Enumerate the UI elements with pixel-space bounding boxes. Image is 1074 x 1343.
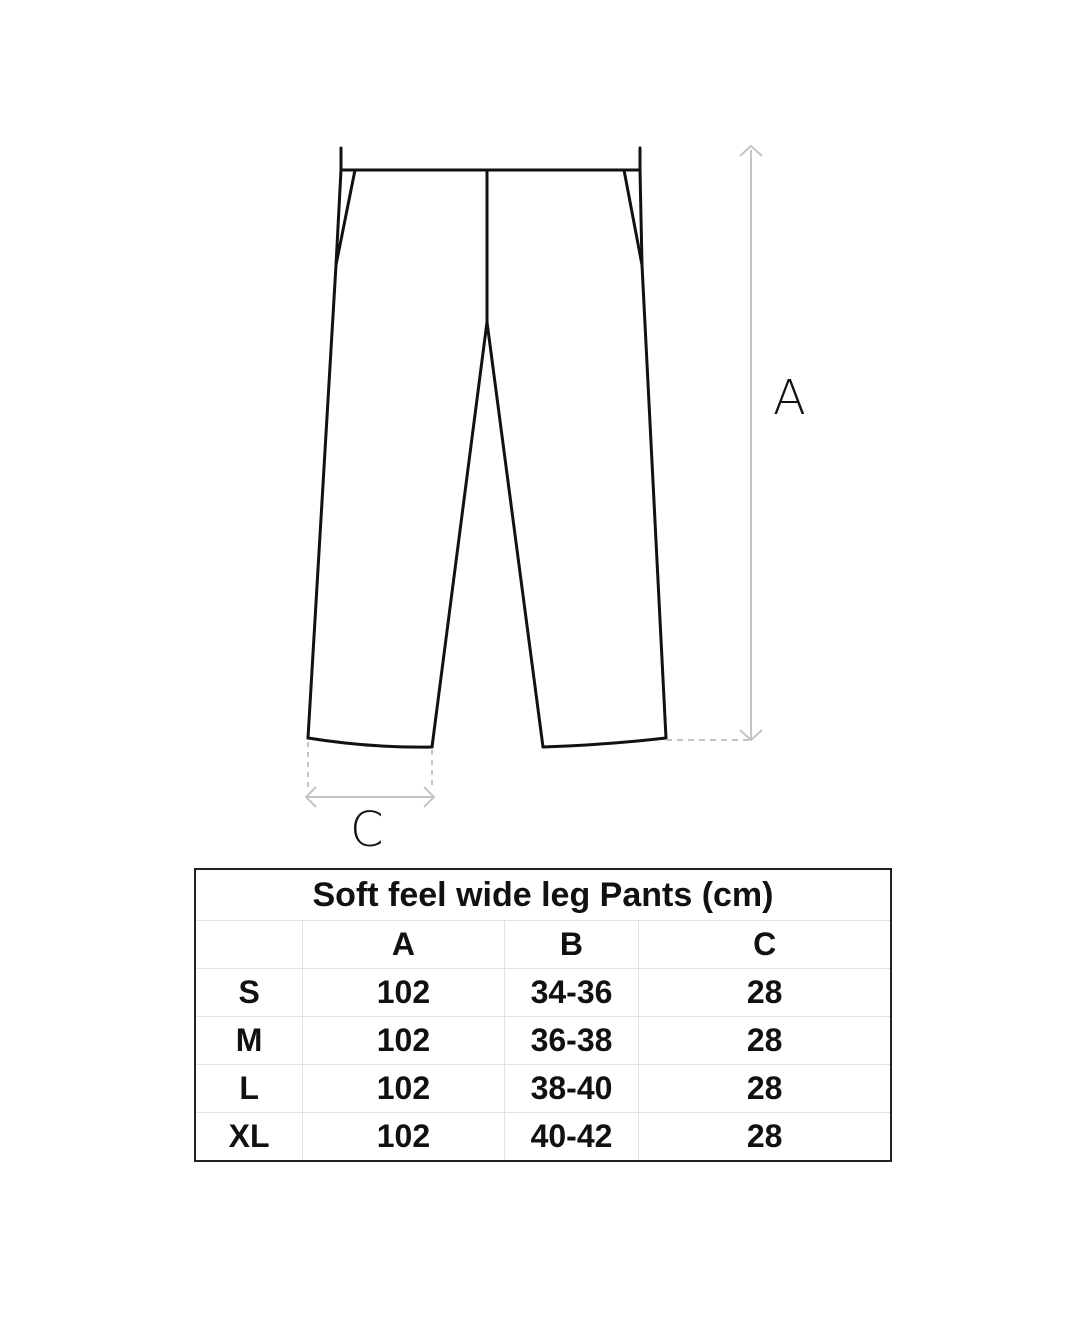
table-row	[195, 969, 891, 1017]
length-label: A	[773, 370, 806, 426]
header-cell: A	[303, 921, 504, 969]
hem-width-label: C	[350, 802, 384, 858]
size-cell: L	[195, 1065, 303, 1113]
size-chart	[194, 868, 892, 1162]
size-cell: XL	[195, 1113, 303, 1162]
table-cell: 40-42	[504, 1113, 639, 1162]
header-cell	[195, 921, 303, 969]
table-cell: 28	[639, 969, 891, 1017]
table-cell: 28	[639, 1113, 891, 1162]
size-cell: S	[195, 969, 303, 1017]
header-cell: C	[639, 921, 891, 969]
length-measure-line	[666, 146, 762, 740]
table-row	[195, 1017, 891, 1065]
table-cell: 28	[639, 1017, 891, 1065]
size-table	[194, 868, 892, 1162]
table-header-row	[195, 921, 891, 969]
table-cell: 38-40	[504, 1065, 639, 1113]
table-cell: 102	[303, 969, 504, 1017]
table-cell: 36-38	[504, 1017, 639, 1065]
table-cell: 34-36	[504, 969, 639, 1017]
table-cell: 102	[303, 1113, 504, 1162]
pants-outline	[308, 148, 666, 747]
table-row	[195, 1113, 891, 1162]
table-title: Soft feel wide leg Pants (cm)	[195, 869, 891, 921]
header-cell: B	[504, 921, 639, 969]
table-cell: 102	[303, 1017, 504, 1065]
hem-measure-line	[306, 742, 434, 807]
size-cell: M	[195, 1017, 303, 1065]
table-cell: 28	[639, 1065, 891, 1113]
table-row	[195, 1065, 891, 1113]
table-cell: 102	[303, 1065, 504, 1113]
table-title-row	[195, 869, 891, 921]
